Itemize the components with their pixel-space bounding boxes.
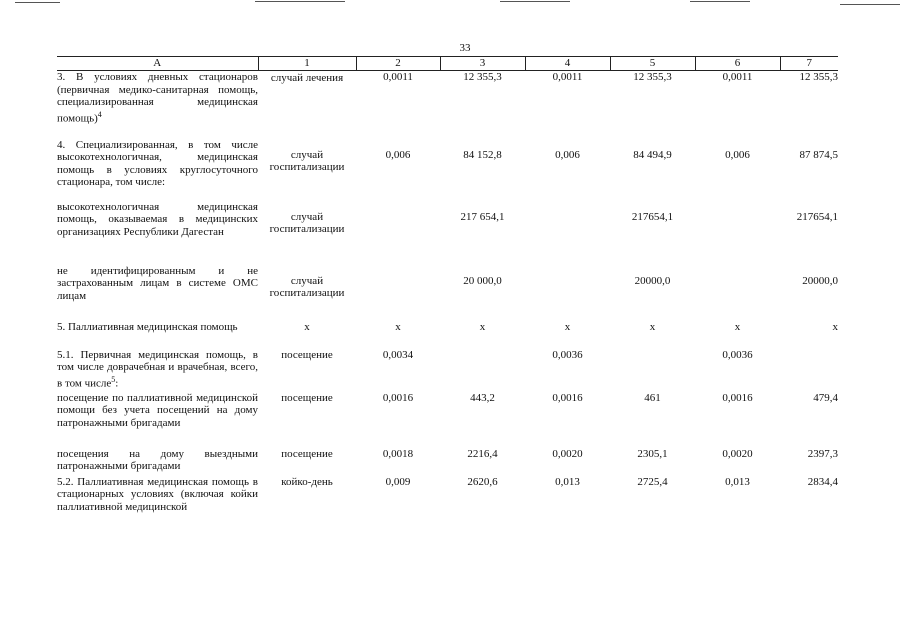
row-value-cell-v3: 217 654,1 — [460, 210, 505, 223]
row-unit-cell: случай госпитализации — [269, 210, 345, 236]
row-value-cell-v5: 84 494,9 — [633, 148, 672, 161]
row-unit-cell: койко-день — [281, 475, 333, 488]
row-unit-cell: случай лечения — [270, 72, 344, 84]
row-value-cell-v2: 0,006 — [385, 148, 411, 161]
row-value-cell-v6: 0,0020 — [722, 447, 753, 460]
scan-top-line-far-right — [840, 4, 900, 5]
row-unit-cell: посещение — [281, 348, 333, 361]
scan-top-line-mid2 — [500, 1, 570, 2]
row-value-cell-v7: 87 874,5 — [799, 148, 838, 161]
row-value-cell-v4: 0,0016 — [552, 391, 583, 404]
table-row — [57, 265, 838, 321]
row-value-cell-v5: 217654,1 — [631, 210, 674, 223]
header-cell: 1 — [258, 57, 356, 71]
row-value-cell-v6: 0,0011 — [722, 71, 753, 83]
row-value-cell-v5: 20000,0 — [634, 274, 671, 287]
table-row — [57, 71, 838, 139]
header-cell: 7 — [780, 57, 838, 71]
row-value-cell-v4: 0,0036 — [552, 348, 583, 361]
header-cell: 2 — [356, 57, 440, 71]
row-value-cell-v5: 461 — [644, 391, 661, 404]
row-name-text: не идентифицированным и не застрахованным лицам в системе ОМС лицам — [57, 264, 258, 302]
table-row — [57, 139, 838, 201]
table-row — [57, 321, 838, 349]
row-name-text: 3. В условиях дневных стационаров (первичная медико-санитарная помощь, специализированная медицинская помощь) — [57, 71, 258, 125]
row-value-cell-v3: 84 152,8 — [463, 148, 502, 161]
row-unit-cell: посещение — [281, 447, 333, 460]
row-value-cell-v6: х — [734, 320, 741, 333]
row-name-cell — [57, 392, 258, 448]
row-value-cell-v7: 20000,0 — [802, 274, 838, 287]
row-value-cell-v7: х — [832, 320, 838, 333]
row-value-cell-v4: 0,0020 — [552, 447, 583, 460]
row-value-cell-v2 — [356, 265, 440, 321]
row-unit-cell: х — [304, 320, 310, 333]
row-value-cell-v3 — [440, 349, 525, 392]
table-row — [57, 349, 838, 392]
row-value-cell-v3: 2216,4 — [467, 447, 498, 460]
row-name-text: 5.1. Первичная медицинская помощь, в том числе доврачебная и врачебная, всего, в том числе — [57, 348, 258, 390]
row-value-cell-v4: х — [564, 320, 571, 333]
row-value-cell-v6: 0,0036 — [722, 348, 753, 361]
table-row — [57, 392, 838, 448]
row-name-cell — [57, 265, 258, 321]
row-name-text: высокотехнологичная медицинская помощь, оказываемая в медицинских организациях Республики Дагестан — [57, 200, 258, 238]
row-value-cell-v4 — [525, 265, 610, 321]
row-value-cell-v7: 12 355,3 — [799, 71, 838, 83]
row-name-text: посещения на дому выездными патронажными бригадами — [57, 447, 258, 473]
row-name-cell — [57, 321, 258, 349]
row-value-cell-v7: 2834,4 — [807, 475, 838, 488]
scan-top-line-right — [690, 1, 750, 2]
row-value-cell-v2: 0,0034 — [382, 348, 414, 361]
row-name-cell — [57, 71, 258, 139]
row-value-cell-v7 — [780, 349, 838, 392]
row-value-cell-v5: 2725,4 — [637, 475, 668, 488]
header-cell: 3 — [440, 57, 525, 71]
row-unit-cell: случай госпитализации — [269, 148, 345, 174]
row-value-cell-v4 — [525, 201, 610, 265]
table-row — [57, 201, 838, 265]
header-cell: 5 — [610, 57, 695, 71]
row-name-text: 5.2. Паллиативная медицинская помощь в стационарных условиях (включая койки паллиативной медицинской — [57, 475, 258, 513]
row-value-cell-v5: 12 355,3 — [633, 71, 672, 83]
row-value-cell-v5: х — [649, 320, 656, 333]
row-value-cell-v5: 2305,1 — [637, 447, 668, 460]
row-value-cell-v4: 0,006 — [555, 148, 580, 161]
row-value-cell-v2 — [356, 201, 440, 265]
row-value-cell-v4: 0,0011 — [552, 71, 583, 83]
page-number: 33 — [459, 42, 471, 54]
row-value-cell-v5 — [610, 349, 695, 392]
row-value-cell-v3: х — [479, 320, 486, 333]
row-value-cell-v2: 0,0011 — [383, 71, 413, 83]
scan-top-line-left — [15, 2, 60, 3]
header-cell: 6 — [695, 57, 780, 71]
table-row — [57, 448, 838, 476]
row-value-cell-v2: 0,009 — [385, 475, 411, 488]
row-value-cell-v6: 0,013 — [725, 475, 750, 488]
scan-top-line-mid — [255, 1, 345, 2]
row-name-text: 4. Специализированная, в том числе высокотехнологичная, медицинская помощь в условиях круглосуточного стационара, том числе: — [57, 138, 258, 189]
table-row — [57, 476, 838, 536]
row-value-cell-v2: 0,0018 — [382, 447, 414, 460]
row-name-cell — [57, 448, 258, 476]
indicators-table — [57, 56, 838, 536]
row-unit-cell: случай госпитализации — [269, 274, 345, 300]
row-value-cell-v3: 2620,6 — [467, 475, 498, 488]
row-value-cell-v6 — [695, 201, 780, 265]
header-cell: А — [57, 57, 258, 71]
row-value-cell-v3: 443,2 — [470, 391, 495, 404]
row-name-cell — [57, 476, 258, 536]
row-value-cell-v4: 0,013 — [555, 475, 580, 488]
row-value-cell-v6: 0,0016 — [722, 391, 753, 404]
row-name-cell — [57, 201, 258, 265]
row-value-cell-v6: 0,006 — [725, 148, 750, 161]
row-name-cell: 5.1. Первичная медицинская помощь, в том числе доврачебная и врачебная, всего, в том числе$^5$: — [57, 348, 258, 390]
row-name-text: посещение по паллиативной медицинской помощи без учета посещений на дому патронажными бригадами — [57, 391, 258, 429]
footnote-marker: 4 — [97, 109, 102, 119]
row-value-cell-v6 — [695, 265, 780, 321]
row-name-cell — [57, 139, 258, 201]
table-header-row — [57, 57, 838, 71]
row-value-cell-v3: 12 355,3 — [463, 71, 502, 83]
row-value-cell-v7: 217654,1 — [796, 210, 838, 223]
row-value-cell-v7: 479,4 — [813, 391, 838, 404]
row-name-text: 5. Паллиативная медицинская помощь — [57, 320, 238, 333]
header-cell: 4 — [525, 57, 610, 71]
row-value-cell-v2: 0,0016 — [382, 391, 414, 404]
footnote-marker: 5 — [111, 374, 116, 384]
row-value-cell-v2: х — [395, 320, 401, 333]
row-unit-cell: посещение — [281, 391, 333, 404]
row-value-cell-v3: 20 000,0 — [463, 274, 502, 287]
row-value-cell-v7: 2397,3 — [807, 447, 838, 460]
